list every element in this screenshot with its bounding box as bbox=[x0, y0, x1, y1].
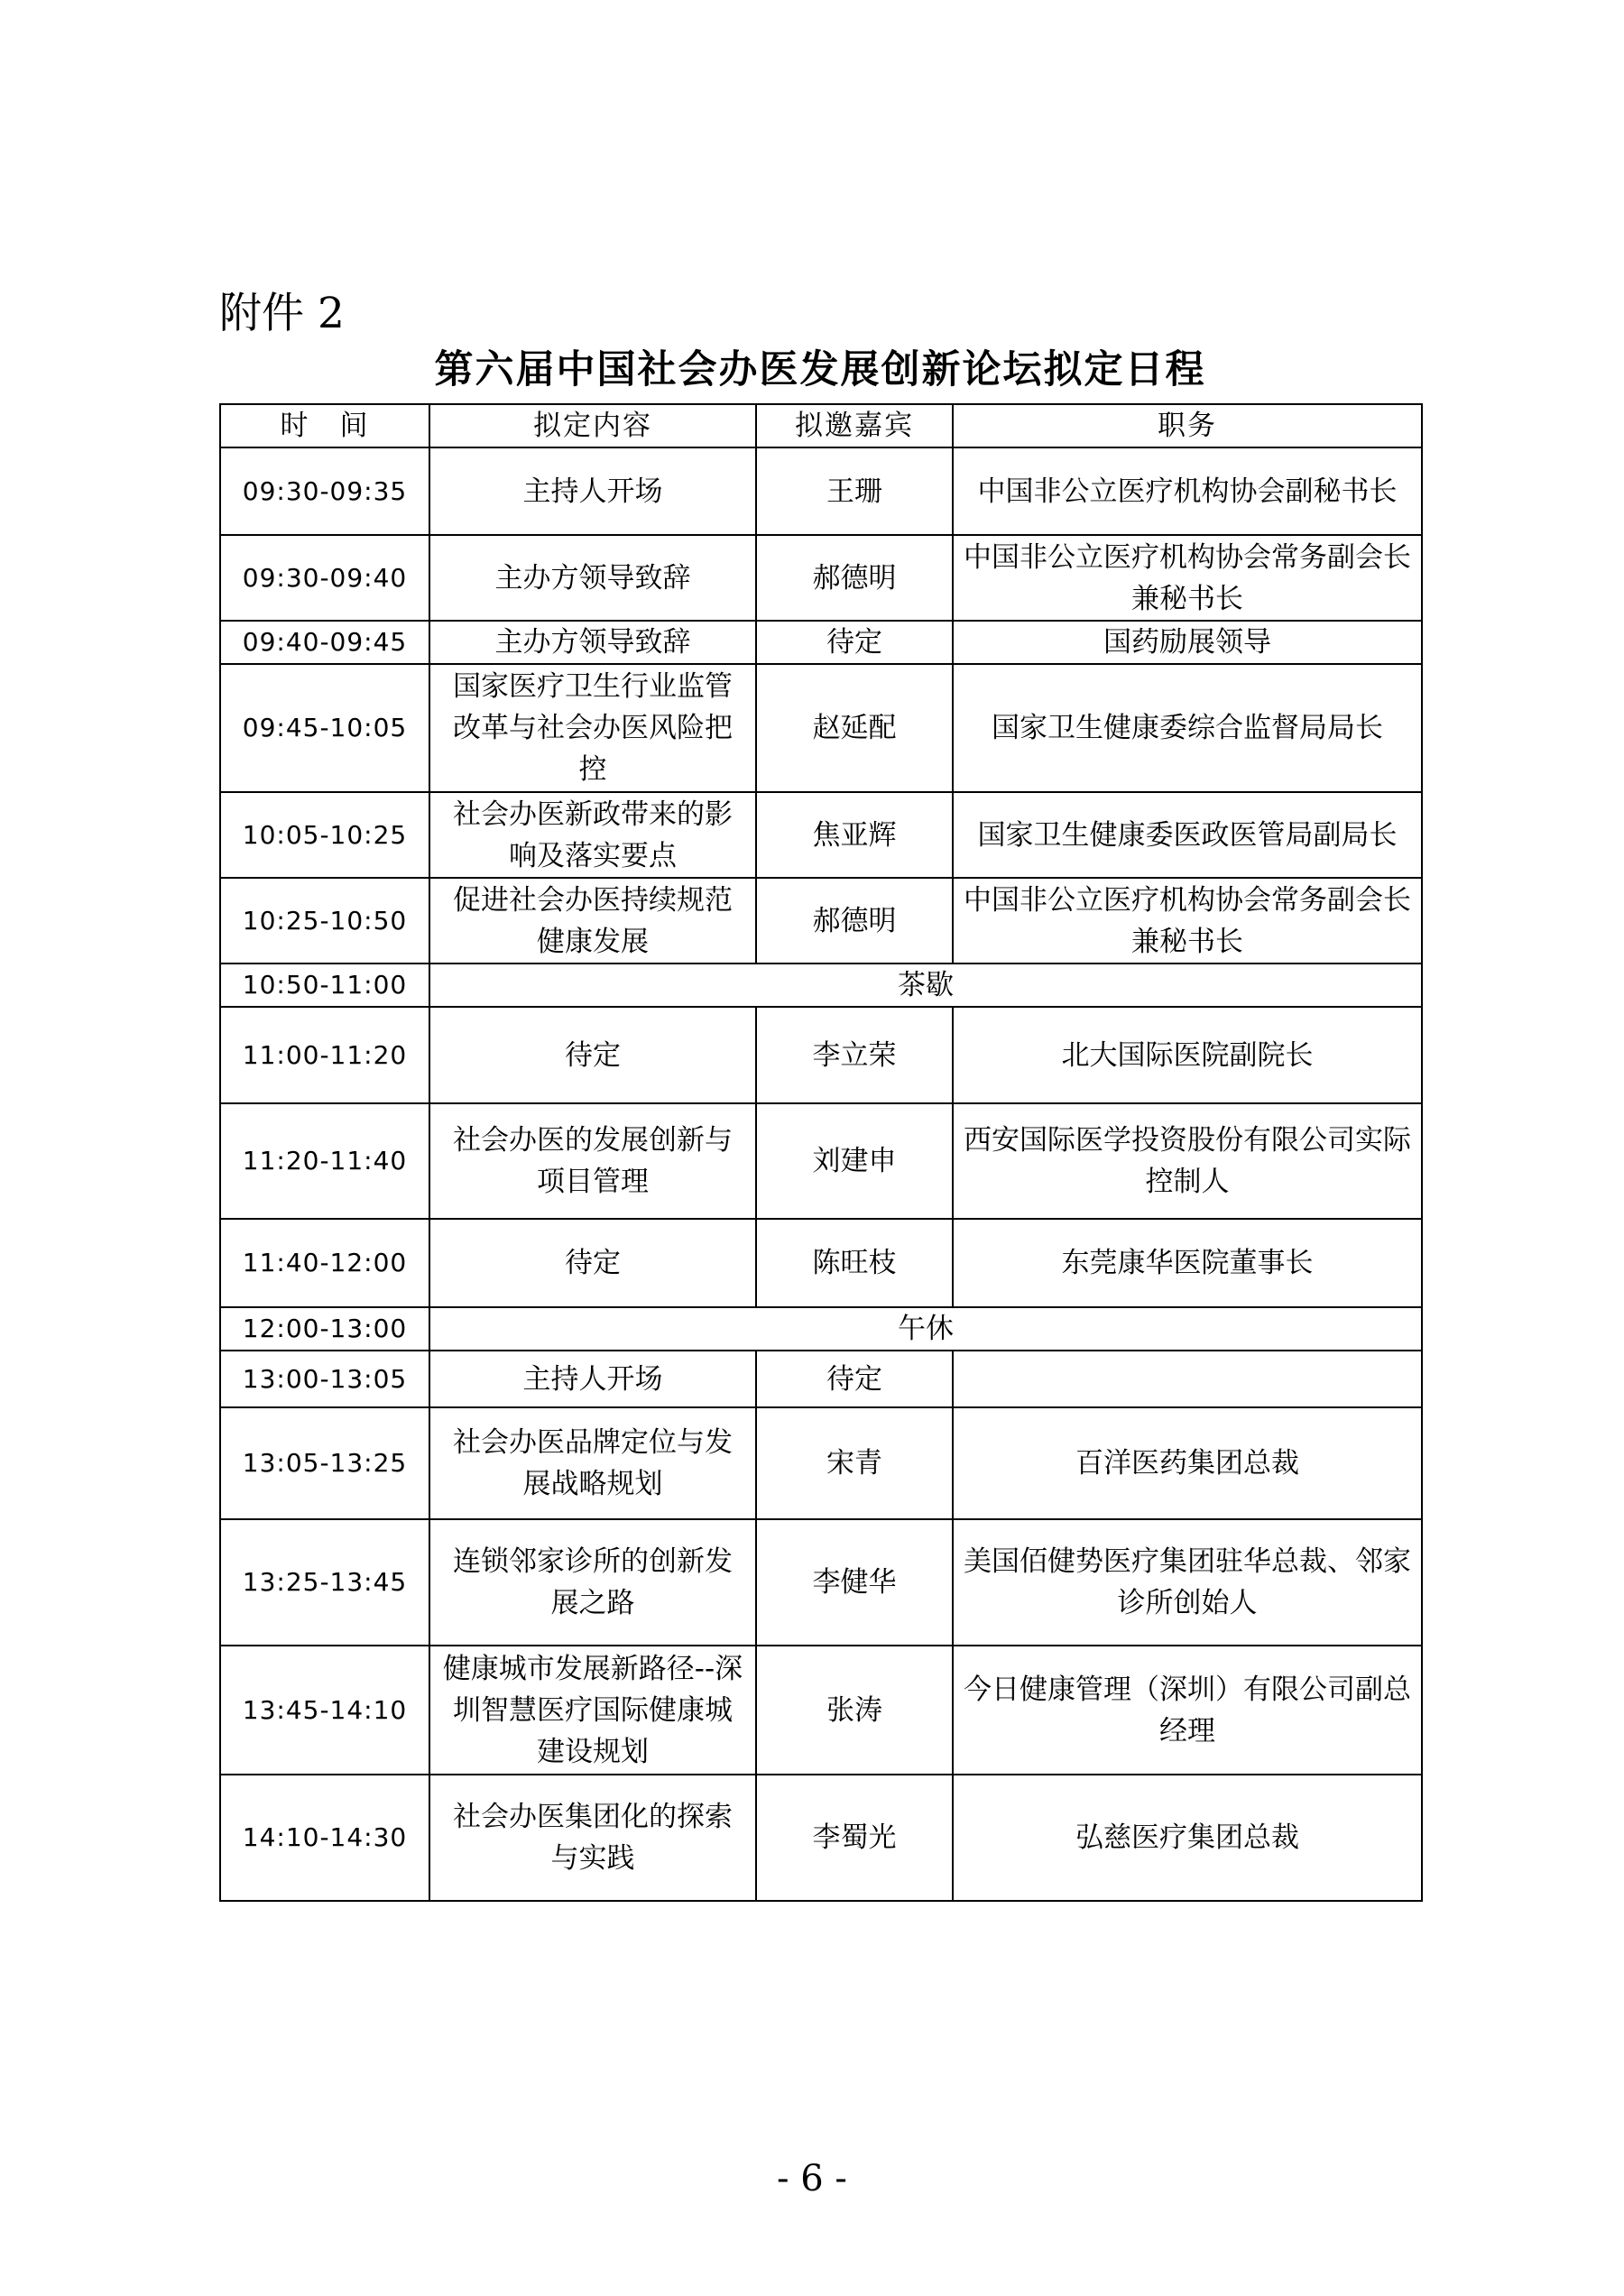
table-row bbox=[220, 535, 1422, 621]
time-cell: 09:30-09:35 bbox=[220, 447, 429, 535]
position-cell: 今日健康管理（深圳）有限公司副总经理 bbox=[953, 1646, 1422, 1775]
content-cell: 主办方领导致辞 bbox=[429, 621, 756, 664]
guest-cell: 李健华 bbox=[756, 1519, 953, 1646]
table-row bbox=[220, 878, 1422, 964]
break-row bbox=[220, 964, 1422, 1007]
guest-cell: 郝德明 bbox=[756, 878, 953, 964]
table-row bbox=[220, 1775, 1422, 1901]
position-cell: 国家卫生健康委综合监督局局长 bbox=[953, 664, 1422, 792]
header-time: 时 间 bbox=[220, 404, 429, 447]
table-row bbox=[220, 1219, 1422, 1307]
attachment-label: 附件 2 bbox=[219, 289, 345, 338]
position-cell: 国家卫生健康委医政医管局副局长 bbox=[953, 792, 1422, 878]
guest-cell: 王珊 bbox=[756, 447, 953, 535]
table-row bbox=[220, 1519, 1422, 1646]
content-cell: 社会办医新政带来的影响及落实要点 bbox=[429, 792, 756, 878]
table-row bbox=[220, 792, 1422, 878]
table-row bbox=[220, 1007, 1422, 1103]
content-cell: 国家医疗卫生行业监管改革与社会办医风险把控 bbox=[429, 664, 756, 792]
time-cell: 11:00-11:20 bbox=[220, 1007, 429, 1103]
break-row bbox=[220, 1307, 1422, 1351]
table-row bbox=[220, 1103, 1422, 1219]
page-number: - 6 - bbox=[777, 2158, 847, 2199]
content-cell: 健康城市发展新路径--深圳智慧医疗国际健康城建设规划 bbox=[429, 1646, 756, 1775]
content-cell: 待定 bbox=[429, 1219, 756, 1307]
position-cell: 中国非公立医疗机构协会常务副会长兼秘书长 bbox=[953, 535, 1422, 621]
position-cell bbox=[953, 1351, 1422, 1407]
position-cell: 中国非公立医疗机构协会副秘书长 bbox=[953, 447, 1422, 535]
table-row bbox=[220, 664, 1422, 792]
time-cell: 13:05-13:25 bbox=[220, 1407, 429, 1519]
guest-cell: 李蜀光 bbox=[756, 1775, 953, 1901]
content-cell: 主办方领导致辞 bbox=[429, 535, 756, 621]
time-cell: 14:10-14:30 bbox=[220, 1775, 429, 1901]
content-cell: 促进社会办医持续规范健康发展 bbox=[429, 878, 756, 964]
time-cell: 11:40-12:00 bbox=[220, 1219, 429, 1307]
time-cell: 12:00-13:00 bbox=[220, 1307, 429, 1351]
table-row bbox=[220, 621, 1422, 664]
time-cell: 11:20-11:40 bbox=[220, 1103, 429, 1219]
header-position: 职务 bbox=[953, 404, 1422, 447]
position-cell: 东莞康华医院董事长 bbox=[953, 1219, 1422, 1307]
position-cell: 北大国际医院副院长 bbox=[953, 1007, 1422, 1103]
position-cell: 美国佰健势医疗集团驻华总裁、邻家诊所创始人 bbox=[953, 1519, 1422, 1646]
time-cell: 10:05-10:25 bbox=[220, 792, 429, 878]
position-cell: 西安国际医学投资股份有限公司实际控制人 bbox=[953, 1103, 1422, 1219]
time-cell: 10:50-11:00 bbox=[220, 964, 429, 1007]
time-cell: 13:45-14:10 bbox=[220, 1646, 429, 1775]
guest-cell: 待定 bbox=[756, 621, 953, 664]
break-cell: 午休 bbox=[429, 1307, 1422, 1351]
content-cell: 社会办医品牌定位与发展战略规划 bbox=[429, 1407, 756, 1519]
content-cell: 待定 bbox=[429, 1007, 756, 1103]
header-guest: 拟邀嘉宾 bbox=[756, 404, 953, 447]
content-cell: 社会办医的发展创新与项目管理 bbox=[429, 1103, 756, 1219]
table-header-row bbox=[220, 404, 1422, 447]
guest-cell: 宋青 bbox=[756, 1407, 953, 1519]
guest-cell: 李立荣 bbox=[756, 1007, 953, 1103]
time-cell: 09:30-09:40 bbox=[220, 535, 429, 621]
time-cell: 10:25-10:50 bbox=[220, 878, 429, 964]
header-content: 拟定内容 bbox=[429, 404, 756, 447]
time-cell: 09:40-09:45 bbox=[220, 621, 429, 664]
guest-cell: 赵延配 bbox=[756, 664, 953, 792]
content-cell: 主持人开场 bbox=[429, 447, 756, 535]
table-row bbox=[220, 1351, 1422, 1407]
time-cell: 13:25-13:45 bbox=[220, 1519, 429, 1646]
guest-cell: 刘建申 bbox=[756, 1103, 953, 1219]
table-row bbox=[220, 447, 1422, 535]
guest-cell: 陈旺枝 bbox=[756, 1219, 953, 1307]
schedule-table bbox=[219, 403, 1423, 1902]
table-row bbox=[220, 1407, 1422, 1519]
content-cell: 连锁邻家诊所的创新发展之路 bbox=[429, 1519, 756, 1646]
position-cell: 国药励展领导 bbox=[953, 621, 1422, 664]
guest-cell: 待定 bbox=[756, 1351, 953, 1407]
guest-cell: 焦亚辉 bbox=[756, 792, 953, 878]
time-cell: 13:00-13:05 bbox=[220, 1351, 429, 1407]
position-cell: 弘慈医疗集团总裁 bbox=[953, 1775, 1422, 1901]
content-cell: 主持人开场 bbox=[429, 1351, 756, 1407]
content-cell: 社会办医集团化的探索与实践 bbox=[429, 1775, 756, 1901]
position-cell: 百洋医药集团总裁 bbox=[953, 1407, 1422, 1519]
table-row bbox=[220, 1646, 1422, 1775]
position-cell: 中国非公立医疗机构协会常务副会长兼秘书长 bbox=[953, 878, 1422, 964]
guest-cell: 郝德明 bbox=[756, 535, 953, 621]
time-cell: 09:45-10:05 bbox=[220, 664, 429, 792]
break-cell: 茶歇 bbox=[429, 964, 1422, 1007]
guest-cell: 张涛 bbox=[756, 1646, 953, 1775]
page-title: 第六届中国社会办医发展创新论坛拟定日程 bbox=[434, 347, 1206, 392]
